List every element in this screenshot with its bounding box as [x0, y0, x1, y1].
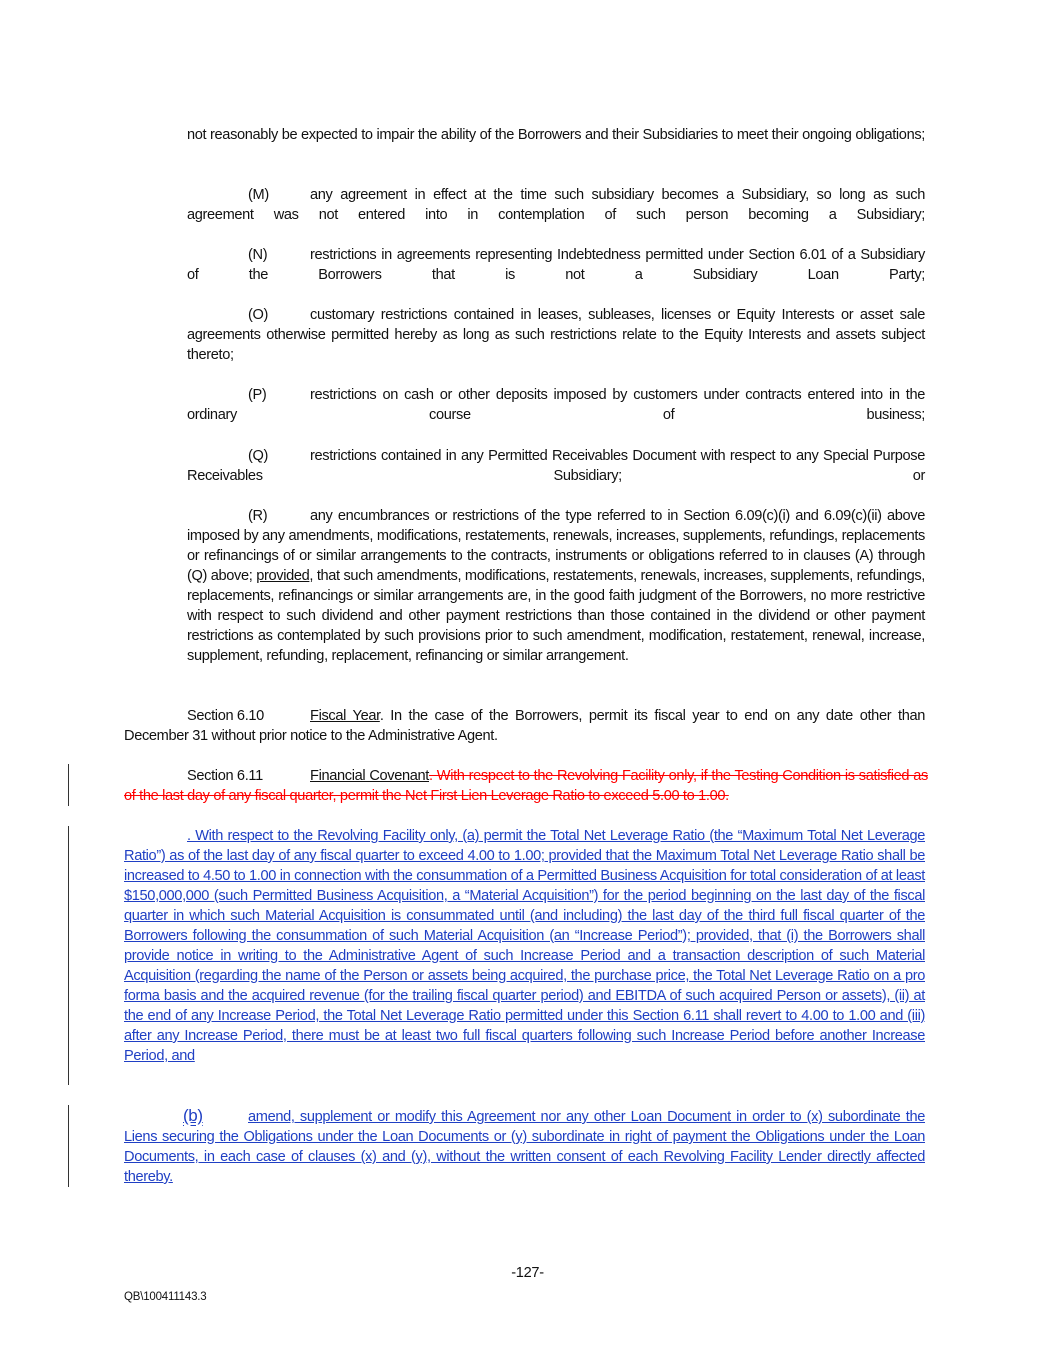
clause-p-label: (P) [248, 387, 267, 403]
section-6-10-label: Section 6.10 [187, 708, 264, 724]
change-bar-clause-b [68, 1105, 69, 1187]
clause-q-text: restrictions contained in any Permitted Receivables Document with respect to any Special Purpose Receivables Subsidiary; or [187, 448, 925, 484]
clause-o-text: customary restrictions contained in leases, subleases, licenses or Equity Interests or asset sale agreements otherwise permitted hereby as long as such restrictions relate to the Equity Interests and assets subject thereto; [187, 307, 925, 363]
section-6-11-inserted-text: . With respect to the Revolving Facility only, (a) permit the Total Net Leverage Ratio (the “Maximum Total Net Leverage Ratio”) as of the last day of any fiscal quarter to exceed 4.00 to 1.00; provided that the Maximum Total Net Leverage Ratio shall be increased to 4.50 to 1.00 in connection with the consummation of a Permitted Business Acquisition for total consideration of at least $150,000,000 (such Permitted Business Acquisition, a “Material Acquisition”) for the period beginning on the last day of the fiscal quarter in which such Material Acquisition is consummated until (and including) the last day of the third full fiscal quarter of the Borrowers following the consummation of such Material Acquisition (an “Increase Period”); provided, that (i) the Borrowers shall provide notice in writing to the Administrative Agent of such Increase Period and a transaction description of such Material Acquisition (regarding the name of the Person or assets being acquired, the purchase price, the Total Net Leverage Ratio on a pro forma basis and the acquired revenue (for the trailing fiscal quarter period) and EBITDA of such acquired Person or assets), (ii) at the end of any Increase Period, the Total Net Leverage Ratio permitted under this Section 6.11 shall revert to 4.00 to 1.00 and (iii) after any Increase Period, there must be at least two full fiscal quarters following such Increase Period before another Increase Period, and [124, 828, 925, 1064]
section-6-11-title: Financial Covenant [310, 768, 429, 784]
clause-b-label: (b) [183, 1106, 203, 1125]
clause-r-text-b: , that such amendments, modifications, restatements, renewals, increases, supplements, refundings, replacements, refinancings or similar arrangements are, in the good faith judgment of the Borrowers, no more restrictive with respect to such dividend and other payment restrictions than those contained in the dividend or other payment restrictions as contemplated by such provisions prior to such amendment, modification, restatement, renewal, increase, supplement, refunding, replacement, refinancing or similar arrangement. [187, 568, 925, 664]
clause-p-text: restrictions on cash or other deposits imposed by customers under contracts entered into in the ordinary course of business; [187, 387, 925, 423]
clause-m-label: (M) [248, 187, 269, 203]
change-bar-deleted [68, 764, 69, 806]
clause-n [187, 245, 925, 305]
section-6-11-deleted-text: . With respect to the Revolving Facility only, if the Testing Condition is satisfied as of the last day of any fiscal quarter, permit the Net First Lien Leverage Ratio to exceed 5.00 to 1.00. [124, 768, 928, 804]
clause-p [187, 385, 925, 445]
clause-n-label: (N) [248, 247, 268, 263]
clause-r-label: (R) [248, 508, 268, 524]
section-6-11 [124, 766, 928, 806]
section-6-11-label: Section 6.11 [187, 768, 263, 784]
page-number: -127- [511, 1265, 544, 1281]
clause-r-provided: provided [256, 568, 310, 584]
section-6-10-text: . In the case of the Borrowers, permit its fiscal year to end on any date other than December 31 without prior notice to the Administrative Agent. [124, 708, 926, 744]
clause-m-text: any agreement in effect at the time such subsidiary becomes a Subsidiary, so long as such agreement was not entered into in contemplation of such person becoming a Subsidiary; [187, 187, 925, 223]
clause-q-label: (Q) [248, 448, 269, 464]
clause-r-text-a: any encumbrances or restrictions of the type referred to in Section 6.09(c)(i) and 6.09(c)(ii) above imposed by any amendments, modifications, restatements, renewals, increases, supplements, refundings, replacements or refinancings of or similar arrangements to the contracts, instruments or obligations referred to in clauses (A) through (Q) above; [187, 508, 925, 584]
document-id: QB\100411143.3 [124, 1291, 207, 1303]
clause-b-text: amend, supplement or modify this Agreement nor any other Loan Document in order to (x) subordinate the Liens securing the Obligations under the Loan Documents or (y) subordinate in right of payment the Obligations under the Loan Documents, in each case of clauses (x) and (y), without the written consent of each Revolving Facility Lender directly affected thereby. [124, 1109, 925, 1185]
paragraph-continuation: not reasonably be expected to impair the ability of the Borrowers and their Subsidiaries to meet their ongoing obligations; [187, 127, 925, 143]
section-6-11-inserted [124, 826, 925, 1066]
section-6-10-title: Fiscal Year [310, 708, 380, 724]
clause-q [187, 446, 925, 506]
clause-b [124, 1106, 925, 1187]
clause-n-text: restrictions in agreements representing Indebtedness permitted under Section 6.01 of a Subsidiary of the Borrowers that is not a Subsidiary Loan Party; [187, 247, 925, 283]
change-bar-inserted [68, 826, 69, 1085]
clause-r [187, 506, 925, 666]
clause-m [187, 185, 925, 245]
section-6-10 [124, 706, 925, 746]
clause-o-label: (O) [248, 307, 269, 323]
clause-o [187, 305, 925, 385]
